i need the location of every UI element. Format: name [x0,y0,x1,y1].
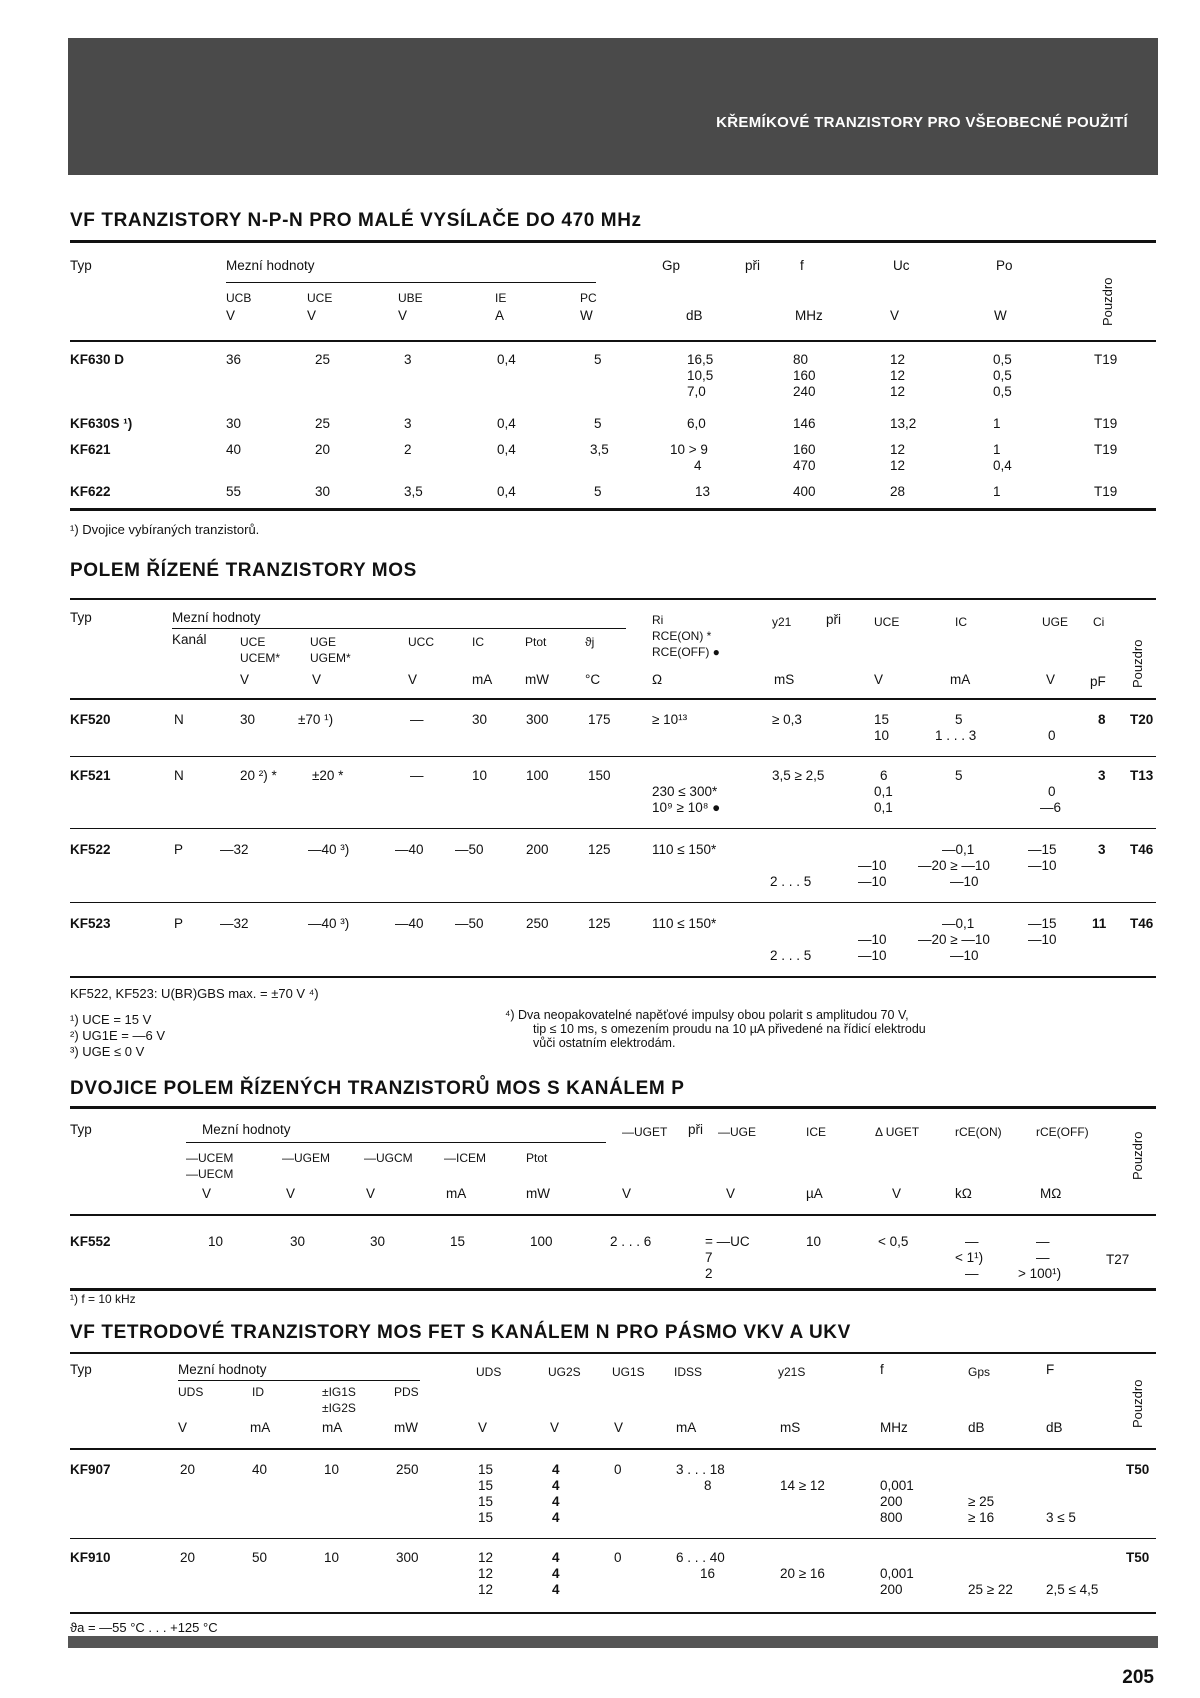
unit: V [892,1186,902,1201]
col-uce: UCE UCEM* [240,635,281,665]
cell: 14 ≥ 12 [780,1478,825,1493]
unit: dB [1046,1420,1063,1435]
col-uds: UDS [178,1385,204,1399]
col-po: Po [996,258,1013,273]
cell: ≥ 10¹³ [652,712,688,727]
footnote: ¹) f = 10 kHz [70,1292,136,1306]
cell: 250 [396,1462,419,1477]
cell: 110 ≤ 150* [652,916,717,931]
type-cell: KF630S ¹) [70,416,133,431]
cell: T13 [1130,768,1154,783]
section-title-mos: POLEM ŘÍZENÉ TRANZISTORY MOS [70,560,417,581]
unit: mA [676,1420,697,1435]
section-title-mos-pair: DVOJICE POLEM ŘÍZENÝCH TRANZISTORŮ MOS S KANÁLEM P [70,1078,685,1099]
col-ptot: Ptot [525,635,547,649]
cell: 1 [993,416,1001,431]
cell: 12 12 12 [890,352,906,399]
divider [70,1106,1156,1109]
cell: 30 [226,416,242,431]
cell: 2,5 ≤ 4,5 [1046,1582,1099,1597]
cell: 0,4 [497,416,516,431]
type-cell: KF910 [70,1550,111,1565]
unit: MΩ [1040,1186,1062,1201]
unit: V [202,1186,212,1201]
cell: —15 —10 [1028,842,1057,873]
cell: 0 [1048,728,1056,743]
cell: 15 10 [874,712,890,743]
col-pri: při [745,258,761,273]
cell: ±70 ¹) [298,712,334,727]
unit: mA [950,672,971,687]
footnote-4: ⁴) Dva neopakovatelné napěťové impulsy obou polarit s amplitudou 70 V, tip ≤ 10 ms, s omezením proudu na 10 µA přivedené na řídicí elektrodu vůči ostatním elektrodám. [505,1008,926,1050]
cell: 10 > 9 4 [670,442,708,473]
cell: 125 [588,916,611,931]
unit: mA [446,1186,467,1201]
cell: — — > 100¹) [1018,1234,1062,1281]
unit: °C [585,672,601,687]
cell: ≥ 0,3 [772,712,802,727]
unit: mS [774,672,795,687]
cell: 20 ²) * [240,768,277,783]
divider [70,1538,1156,1539]
col-ie: IE [495,291,507,305]
unit: µA [806,1186,823,1201]
divider [70,508,1156,511]
cell: 1 0,4 [993,442,1012,473]
cell: 5 [594,484,602,499]
col-F: F [1046,1362,1055,1377]
col-ug1s: UG1S [612,1365,645,1379]
unit: V [312,672,322,687]
unit: mA [472,672,493,687]
cell: 0,5 0,5 0,5 [993,352,1012,399]
type-cell: KF907 [70,1462,111,1477]
cell: 0 —6 [1040,784,1062,815]
unit: V [622,1186,632,1201]
col-f: f [880,1362,884,1377]
type-cell: KF552 [70,1234,111,1249]
col-icem: —ICEM [444,1151,486,1165]
col-ucb: UCB [226,291,252,305]
unit: V [226,308,236,323]
col-id: ID [252,1385,264,1399]
col-ic2: IC [955,615,967,629]
cell: 3,5 [590,442,609,457]
col-pri: při [688,1122,704,1137]
col-pouzdro: Pouzdro [1130,1131,1145,1180]
divider [70,1448,1156,1450]
unit: mW [525,672,549,687]
cell: 50 [252,1550,268,1565]
col-uds2: UDS [476,1365,502,1379]
cell: 30 [315,484,331,499]
cell: 13 [695,484,711,499]
cell: 5 [594,416,602,431]
cell: ±20 * [312,768,344,783]
cell: 6 . . . 40 16 [676,1550,725,1581]
footnote: ²) UG1E = —6 V [70,1028,165,1043]
cell: 8 [1098,712,1106,727]
cell: 3 [1098,842,1106,857]
col-ug2s: UG2S [548,1365,581,1379]
col-f: f [800,258,804,273]
cell: T20 [1130,712,1154,727]
footer-bar [68,1636,1158,1648]
cell: 0 [614,1550,622,1565]
cell: 30 [370,1234,386,1249]
cell: T50 [1126,1550,1150,1565]
cell: — < 1¹) — [955,1234,984,1281]
col-typ: Typ [70,610,92,625]
col-uc: Uc [893,258,910,273]
col-pouzdro: Pouzdro [1100,277,1115,326]
unit: W [994,308,1007,323]
unit: V [366,1186,376,1201]
cell: 28 [890,484,906,499]
cell: 30 [472,712,488,727]
col-rceoff: rCE(OFF) [1036,1125,1089,1139]
unit: mA [250,1420,271,1435]
col-uge2: UGE [1042,615,1069,629]
col-gp: Gp [662,258,681,273]
cell: T46 [1130,916,1154,931]
cell: 3 ≤ 5 [1046,1510,1076,1525]
section-title-vf-npn: VF TRANZISTORY N-P-N PRO MALÉ VYSÍLAČE DO 470 MHz [70,210,642,231]
cell: P [174,916,184,931]
unit: dB [686,308,703,323]
unit: MHz [795,308,823,323]
divider [70,698,1156,700]
cell: 100 [526,768,549,783]
col-pouzdro: Pouzdro [1130,1379,1145,1428]
cell: T19 [1094,352,1118,367]
col-gps: Gps [968,1365,991,1379]
unit: MHz [880,1420,908,1435]
cell: —0,1 —20 ≥ —10 —10 [918,842,990,889]
cell: N [174,712,184,727]
divider [226,282,596,283]
cell: 0,001 200 800 [880,1478,914,1525]
footnote: KF522, KF523: U(BR)GBS max. = ±70 V ⁴) [70,986,319,1001]
banner-title: KŘEMÍKOVÉ TRANZISTORY PRO VŠEOBECNÉ POUŽITÍ [716,114,1128,131]
cell: ≥ 25 ≥ 16 [968,1494,995,1525]
unit: V [874,672,884,687]
cell: N [174,768,184,783]
divider [70,1612,1156,1614]
unit: mS [780,1420,801,1435]
cell: 2 [404,442,412,457]
cell: 11 [1092,916,1107,931]
cell: 175 [588,712,611,727]
cell: — [410,768,424,783]
cell: —40 ³) [308,842,350,857]
divider [70,756,1156,757]
col-ube: UBE [398,291,423,305]
cell: 6,0 [687,416,706,431]
cell: 2 . . . 6 [610,1234,652,1249]
cell: 3 . . . 18 8 [676,1462,725,1493]
cell: 3 [404,352,412,367]
cell: 230 ≤ 300* 10⁹ ≥ 10⁸ ● [652,784,721,815]
divider [70,902,1156,903]
cell: 15 [450,1234,466,1249]
cell: 15 15 15 15 [478,1462,494,1525]
footnote: ¹) UCE = 15 V [70,1012,152,1027]
cell: 10 [208,1234,224,1249]
cell: 146 [793,416,816,431]
unit: dB [968,1420,985,1435]
unit: V [240,672,250,687]
type-cell: KF630 D [70,352,125,367]
cell: 20 [180,1462,196,1477]
cell: 0,4 [497,484,516,499]
cell: 40 [226,442,242,457]
col-y21: y21 [772,615,792,629]
cell: 4 4 4 [552,1550,560,1597]
cell: 16,5 10,5 7,0 [687,352,714,399]
cell: 5 [955,768,963,783]
cell: 0,001 200 [880,1566,914,1597]
cell: 36 [226,352,242,367]
unit: V [614,1420,624,1435]
cell: 12 12 12 [478,1550,494,1597]
cell: — [410,712,424,727]
cell: 200 [526,842,549,857]
cell: T27 [1106,1252,1130,1267]
unit: kΩ [955,1186,972,1201]
cell: 0,4 [497,352,516,367]
footnote: ¹) Dvojice vybíraných tranzistorů. [70,522,260,537]
cell: 125 [588,842,611,857]
cell: 110 ≤ 150* [652,842,717,857]
cell: < 0,5 [878,1234,909,1249]
unit: V [286,1186,296,1201]
cell: 55 [226,484,242,499]
unit: W [580,308,593,323]
cell: 2 . . . 5 [770,948,812,963]
type-cell: KF522 [70,842,111,857]
type-cell: KF523 [70,916,111,931]
col-mezni: Mezní hodnoty [202,1122,291,1137]
cell: T50 [1126,1462,1150,1477]
unit: mW [394,1420,418,1435]
divider [70,1214,1156,1216]
divider [178,1380,420,1381]
col-ice: ICE [806,1125,827,1139]
unit: Ω [652,672,663,687]
col-ucc: UCC [408,635,434,649]
col-tj: ϑj [585,635,595,649]
col-ptot: Ptot [526,1151,548,1165]
col-ri: Ri RCE(ON) * RCE(OFF) ● [652,613,720,659]
cell: 3 [1098,768,1106,783]
col-typ: Typ [70,1362,92,1377]
cell: 3,5 ≥ 2,5 [772,768,825,783]
unit: V [890,308,900,323]
type-cell: KF622 [70,484,111,499]
divider [186,1142,606,1143]
cell: 250 [526,916,549,931]
cell: —15 —10 [1028,916,1057,947]
col-pds: PDS [394,1385,419,1399]
header-banner [68,38,1158,175]
cell: T19 [1094,484,1118,499]
col-uge: UGE UGEM* [310,635,351,665]
page-number: 205 [1122,1667,1154,1688]
cell: 1 [993,484,1001,499]
cell: 10 [806,1234,822,1249]
cell: 3,5 [404,484,423,499]
col-ucem: —UCEM —UECM [186,1151,234,1181]
cell: —10 —10 [858,858,887,889]
cell: —40 ³) [308,916,350,931]
col-uce2: UCE [874,615,900,629]
footnote: ϑa = —55 °C . . . +125 °C [70,1620,218,1635]
cell: —50 [455,916,484,931]
cell: T19 [1094,442,1118,457]
cell: 10 [324,1550,340,1565]
cell: —10 —10 [858,932,887,963]
cell: = —UC 7 2 [705,1234,750,1281]
unit: V [307,308,317,323]
cell: 25 [315,416,331,431]
divider [70,828,1156,829]
col-ci: Ci [1093,615,1105,629]
type-cell: KF520 [70,712,111,727]
col-mezni: Mezní hodnoty [178,1362,267,1377]
type-cell: KF521 [70,768,111,783]
cell: 160 470 [793,442,816,473]
col-kanal: Kanál [172,632,207,647]
col-typ: Typ [70,258,92,273]
unit: V [478,1420,488,1435]
unit: V [408,672,418,687]
cell: 400 [793,484,816,499]
cell: 20 [315,442,331,457]
cell: 300 [526,712,549,727]
col-pouzdro: Pouzdro [1130,639,1145,688]
unit: V [178,1420,188,1435]
col-rceon: rCE(ON) [955,1125,1002,1139]
cell: —32 [220,842,249,857]
cell: 25 ≥ 22 [968,1582,1013,1597]
cell: 10 [324,1462,340,1477]
col-uge: —UGE [718,1125,757,1139]
cell: 12 12 [890,442,906,473]
cell: 40 [252,1462,268,1477]
col-ugem: —UGEM [282,1151,330,1165]
cell: 150 [588,768,611,783]
unit: V [726,1186,736,1201]
divider [70,240,1156,243]
cell: 3 [404,416,412,431]
cell: —40 [395,916,424,931]
divider [70,598,1156,600]
col-idss: IDSS [674,1365,703,1379]
divider [70,1352,1156,1354]
cell: —32 [220,916,249,931]
col-duget: Δ UGET [875,1125,920,1139]
unit: pF [1090,674,1106,689]
cell: 300 [396,1550,419,1565]
col-pc: PC [580,291,597,305]
cell: 0,4 [497,442,516,457]
col-uget: —UGET [622,1125,668,1139]
unit: mA [322,1420,343,1435]
cell: 80 160 240 [793,352,816,399]
col-pri: při [826,612,842,627]
col-y21s: y21S [778,1365,806,1379]
divider [70,1288,1156,1291]
cell: 30 [290,1234,306,1249]
cell: T46 [1130,842,1154,857]
cell: 20 [180,1550,196,1565]
unit: V [398,308,408,323]
unit: A [495,308,505,323]
cell: 4 4 4 4 [552,1462,560,1525]
col-ig: ±IG1S ±IG2S [322,1385,356,1415]
divider [172,628,626,629]
footnote: ³) UGE ≤ 0 V [70,1044,145,1059]
type-cell: KF621 [70,442,111,457]
unit: V [1046,672,1056,687]
cell: —40 [395,842,424,857]
cell: P [174,842,184,857]
unit: V [550,1420,560,1435]
cell: —0,1 —20 ≥ —10 —10 [918,916,990,963]
cell: 5 [594,352,602,367]
unit: mW [526,1186,550,1201]
divider [70,976,1156,978]
col-typ: Typ [70,1122,92,1137]
cell: 10 [472,768,488,783]
col-mezni: Mezní hodnoty [172,610,261,625]
cell: 6 0,1 0,1 [874,768,893,815]
col-uce: UCE [307,291,333,305]
cell: 100 [530,1234,553,1249]
cell: —50 [455,842,484,857]
cell: 30 [240,712,256,727]
cell: 2 . . . 5 [770,874,812,889]
col-ic: IC [472,635,484,649]
cell: 13,2 [890,416,917,431]
cell: 20 ≥ 16 [780,1566,825,1581]
cell: 25 [315,352,331,367]
divider [70,340,1156,342]
col-ugcm: —UGCM [364,1151,413,1165]
cell: 5 1 . . . 3 [935,712,977,743]
col-mezni: Mezní hodnoty [226,258,315,273]
cell: 0 [614,1462,622,1477]
section-title-tetrode: VF TETRODOVÉ TRANZISTORY MOS FET S KANÁLEM N PRO PÁSMO VKV A UKV [70,1322,851,1343]
cell: T19 [1094,416,1118,431]
